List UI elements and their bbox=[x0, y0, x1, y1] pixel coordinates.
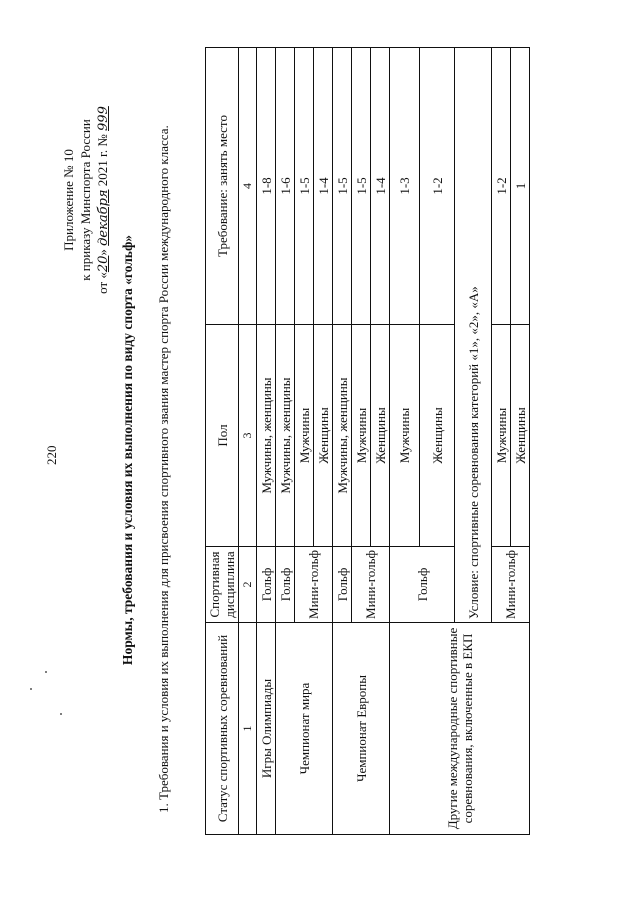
discipline-cell: Гольф bbox=[276, 547, 295, 623]
col-number-4: 4 bbox=[239, 48, 257, 325]
discipline-cell: Гольф bbox=[390, 547, 455, 623]
date-month: декабря bbox=[96, 189, 111, 246]
discipline-cell: Мини-гольф bbox=[352, 547, 390, 623]
scan-speck bbox=[45, 671, 47, 673]
place-cell: 1-3 bbox=[390, 48, 420, 325]
place-cell: 1 bbox=[511, 48, 530, 325]
status-world-championship: Чемпионат мира bbox=[276, 623, 333, 835]
sex-cell: Мужчины, женщины bbox=[276, 325, 295, 547]
col-number-1: 1 bbox=[239, 623, 257, 835]
intro-paragraph: 1. Требования и условия их выполнения для присвоения спортивного звания мастер спорта России международного класса. bbox=[156, 125, 171, 813]
appendix-date-line bbox=[94, 100, 112, 300]
table-row bbox=[390, 48, 420, 835]
date-prefix: от « bbox=[95, 272, 110, 294]
sex-cell: Мужчины, женщины bbox=[257, 325, 276, 547]
table-header-row bbox=[206, 48, 239, 835]
header-sex: Пол bbox=[206, 325, 239, 547]
appendix-title: Приложение № 10 bbox=[61, 149, 76, 251]
header-status: Статус спортивных соревнований bbox=[206, 623, 239, 835]
status-olympics: Игры Олимпиады bbox=[257, 623, 276, 835]
place-cell: 1-6 bbox=[276, 48, 295, 325]
scan-speck bbox=[60, 713, 62, 715]
scan-speck bbox=[30, 688, 32, 690]
table-row bbox=[257, 48, 276, 835]
sex-cell: Женщины bbox=[314, 325, 333, 547]
sex-cell: Женщины bbox=[371, 325, 390, 547]
page-number: 220 bbox=[44, 445, 59, 465]
sex-cell: Мужчины, женщины bbox=[333, 325, 352, 547]
discipline-cell: Мини-гольф bbox=[295, 547, 333, 623]
sex-cell: Женщины bbox=[420, 325, 455, 547]
header-place: Требование: занять место bbox=[206, 48, 239, 325]
header-discipline: Спортивная дисциплина bbox=[206, 547, 239, 623]
document-title: Нормы, требования и условия их выполнения по виду спорта «гольф» bbox=[120, 234, 135, 666]
condition-text: Условие: спортивные соревнования категорий «1», «2», «А» bbox=[455, 48, 492, 623]
discipline-cell: Мини-гольф bbox=[492, 547, 530, 623]
col-number-2: 2 bbox=[239, 547, 257, 623]
col-number-3: 3 bbox=[239, 325, 257, 547]
norms-table bbox=[205, 47, 530, 835]
date-mid: » bbox=[95, 249, 110, 256]
sex-cell: Мужчины bbox=[352, 325, 371, 547]
table-row bbox=[276, 48, 295, 835]
status-european-championship: Чемпионат Европы bbox=[333, 623, 390, 835]
place-cell: 1-5 bbox=[295, 48, 314, 325]
place-cell: 1-2 bbox=[492, 48, 511, 325]
place-cell: 1-4 bbox=[314, 48, 333, 325]
sex-cell: Мужчины bbox=[390, 325, 420, 547]
appendix-order-ref: к приказу Минспорта России bbox=[78, 119, 93, 281]
discipline-cell: Гольф bbox=[257, 547, 276, 623]
place-cell: 1-8 bbox=[257, 48, 276, 325]
sex-cell: Мужчины bbox=[295, 325, 314, 547]
date-day: 20 bbox=[96, 255, 111, 273]
date-suffix: 2021 г. № bbox=[95, 134, 110, 187]
table-number-row bbox=[239, 48, 257, 835]
appendix-block bbox=[60, 100, 112, 300]
discipline-cell: Гольф bbox=[333, 547, 352, 623]
place-cell: 1-5 bbox=[352, 48, 371, 325]
sex-cell: Женщины bbox=[511, 325, 530, 547]
place-cell: 1-4 bbox=[371, 48, 390, 325]
sex-cell: Мужчины bbox=[492, 325, 511, 547]
status-other-international: Другие международные спортивные соревнования, включенные в ЕКП bbox=[390, 623, 530, 835]
place-cell: 1-5 bbox=[333, 48, 352, 325]
order-number: 999 bbox=[96, 106, 111, 131]
table-row bbox=[333, 48, 352, 835]
place-cell: 1-2 bbox=[420, 48, 455, 325]
